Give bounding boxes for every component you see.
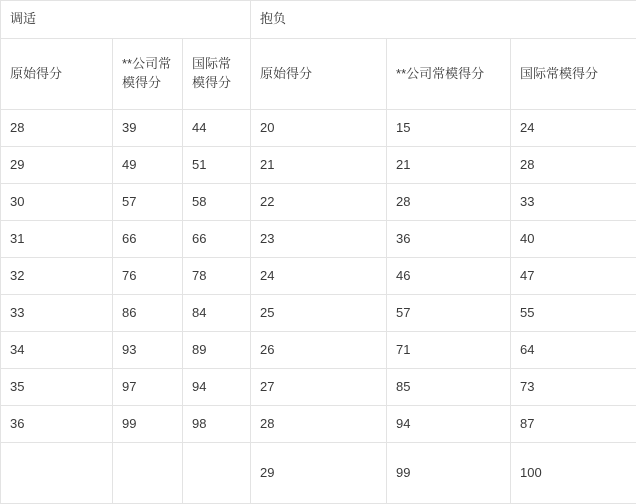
table-row — [1, 406, 636, 443]
cell-company-norm-adjustment: 49 — [113, 147, 183, 184]
cell-raw-score-ambition: 22 — [251, 184, 387, 221]
cell-raw-score-adjustment: 28 — [1, 110, 113, 147]
cell-company-norm-adjustment: 39 — [113, 110, 183, 147]
cell-international-norm-ambition: 47 — [511, 258, 636, 295]
cell-company-norm-ambition: 28 — [387, 184, 511, 221]
cell-international-norm-ambition: 28 — [511, 147, 636, 184]
cell-international-norm-adjustment: 78 — [183, 258, 251, 295]
table-row — [1, 184, 636, 221]
column-header-international-norm-ambition: 国际常模得分 — [511, 39, 636, 110]
cell-international-norm-adjustment: 44 — [183, 110, 251, 147]
table-row — [1, 295, 636, 332]
table-row — [1, 221, 636, 258]
cell-raw-score-ambition: 27 — [251, 369, 387, 406]
cell-international-norm-ambition: 100 — [511, 443, 636, 504]
cell-raw-score-adjustment: 36 — [1, 406, 113, 443]
cell-raw-score-ambition: 26 — [251, 332, 387, 369]
cell-raw-score-adjustment: 32 — [1, 258, 113, 295]
cell-raw-score-adjustment: 30 — [1, 184, 113, 221]
table-row — [1, 147, 636, 184]
column-header-company-norm-ambition: **公司常模得分 — [387, 39, 511, 110]
cell-international-norm-ambition: 33 — [511, 184, 636, 221]
cell-company-norm-ambition: 21 — [387, 147, 511, 184]
cell-company-norm-adjustment: 76 — [113, 258, 183, 295]
cell-company-norm-adjustment: 93 — [113, 332, 183, 369]
cell-company-norm-ambition: 85 — [387, 369, 511, 406]
cell-international-norm-ambition: 64 — [511, 332, 636, 369]
cell-company-norm-ambition: 36 — [387, 221, 511, 258]
table-row — [1, 258, 636, 295]
table-row — [1, 443, 636, 504]
cell-company-norm-ambition: 46 — [387, 258, 511, 295]
cell-company-norm-ambition: 57 — [387, 295, 511, 332]
cell-company-norm-ambition: 94 — [387, 406, 511, 443]
group-header-ambition: 抱负 — [251, 1, 636, 39]
cell-raw-score-ambition: 25 — [251, 295, 387, 332]
cell-company-norm-ambition: 99 — [387, 443, 511, 504]
group-header-adjustment: 调适 — [1, 1, 251, 39]
cell-international-norm-adjustment: 66 — [183, 221, 251, 258]
cell-raw-score-adjustment: 31 — [1, 221, 113, 258]
cell-company-norm-ambition: 15 — [387, 110, 511, 147]
table-row — [1, 332, 636, 369]
cell-international-norm-ambition: 87 — [511, 406, 636, 443]
column-header-raw-score-ambition: 原始得分 — [251, 39, 387, 110]
cell-raw-score-ambition: 29 — [251, 443, 387, 504]
cell-international-norm-adjustment: 89 — [183, 332, 251, 369]
cell-international-norm-ambition: 73 — [511, 369, 636, 406]
column-header-international-norm-adjustment: 国际常模得分 — [183, 39, 251, 110]
cell-company-norm-adjustment: 66 — [113, 221, 183, 258]
cell-international-norm-ambition: 40 — [511, 221, 636, 258]
cell-company-norm-adjustment: 86 — [113, 295, 183, 332]
cell-company-norm-adjustment: 97 — [113, 369, 183, 406]
cell-international-norm-ambition: 55 — [511, 295, 636, 332]
cell-raw-score-adjustment: 35 — [1, 369, 113, 406]
table-group-header-row — [1, 1, 636, 39]
cell-raw-score-adjustment: 33 — [1, 295, 113, 332]
cell-company-norm-adjustment: 99 — [113, 406, 183, 443]
cell-empty — [183, 443, 251, 504]
column-header-company-norm-adjustment: **公司常模得分 — [113, 39, 183, 110]
cell-empty — [1, 443, 113, 504]
cell-raw-score-ambition: 21 — [251, 147, 387, 184]
cell-raw-score-ambition: 20 — [251, 110, 387, 147]
table-row — [1, 110, 636, 147]
cell-international-norm-ambition: 24 — [511, 110, 636, 147]
cell-company-norm-adjustment: 57 — [113, 184, 183, 221]
cell-raw-score-adjustment: 29 — [1, 147, 113, 184]
column-header-raw-score-adjustment: 原始得分 — [1, 39, 113, 110]
cell-raw-score-ambition: 23 — [251, 221, 387, 258]
cell-raw-score-ambition: 28 — [251, 406, 387, 443]
cell-international-norm-adjustment: 51 — [183, 147, 251, 184]
cell-international-norm-adjustment: 58 — [183, 184, 251, 221]
cell-international-norm-adjustment: 94 — [183, 369, 251, 406]
cell-company-norm-ambition: 71 — [387, 332, 511, 369]
cell-international-norm-adjustment: 98 — [183, 406, 251, 443]
cell-international-norm-adjustment: 84 — [183, 295, 251, 332]
table-column-header-row — [1, 39, 636, 110]
cell-empty — [113, 443, 183, 504]
cell-raw-score-adjustment: 34 — [1, 332, 113, 369]
cell-raw-score-ambition: 24 — [251, 258, 387, 295]
table-row — [1, 369, 636, 406]
